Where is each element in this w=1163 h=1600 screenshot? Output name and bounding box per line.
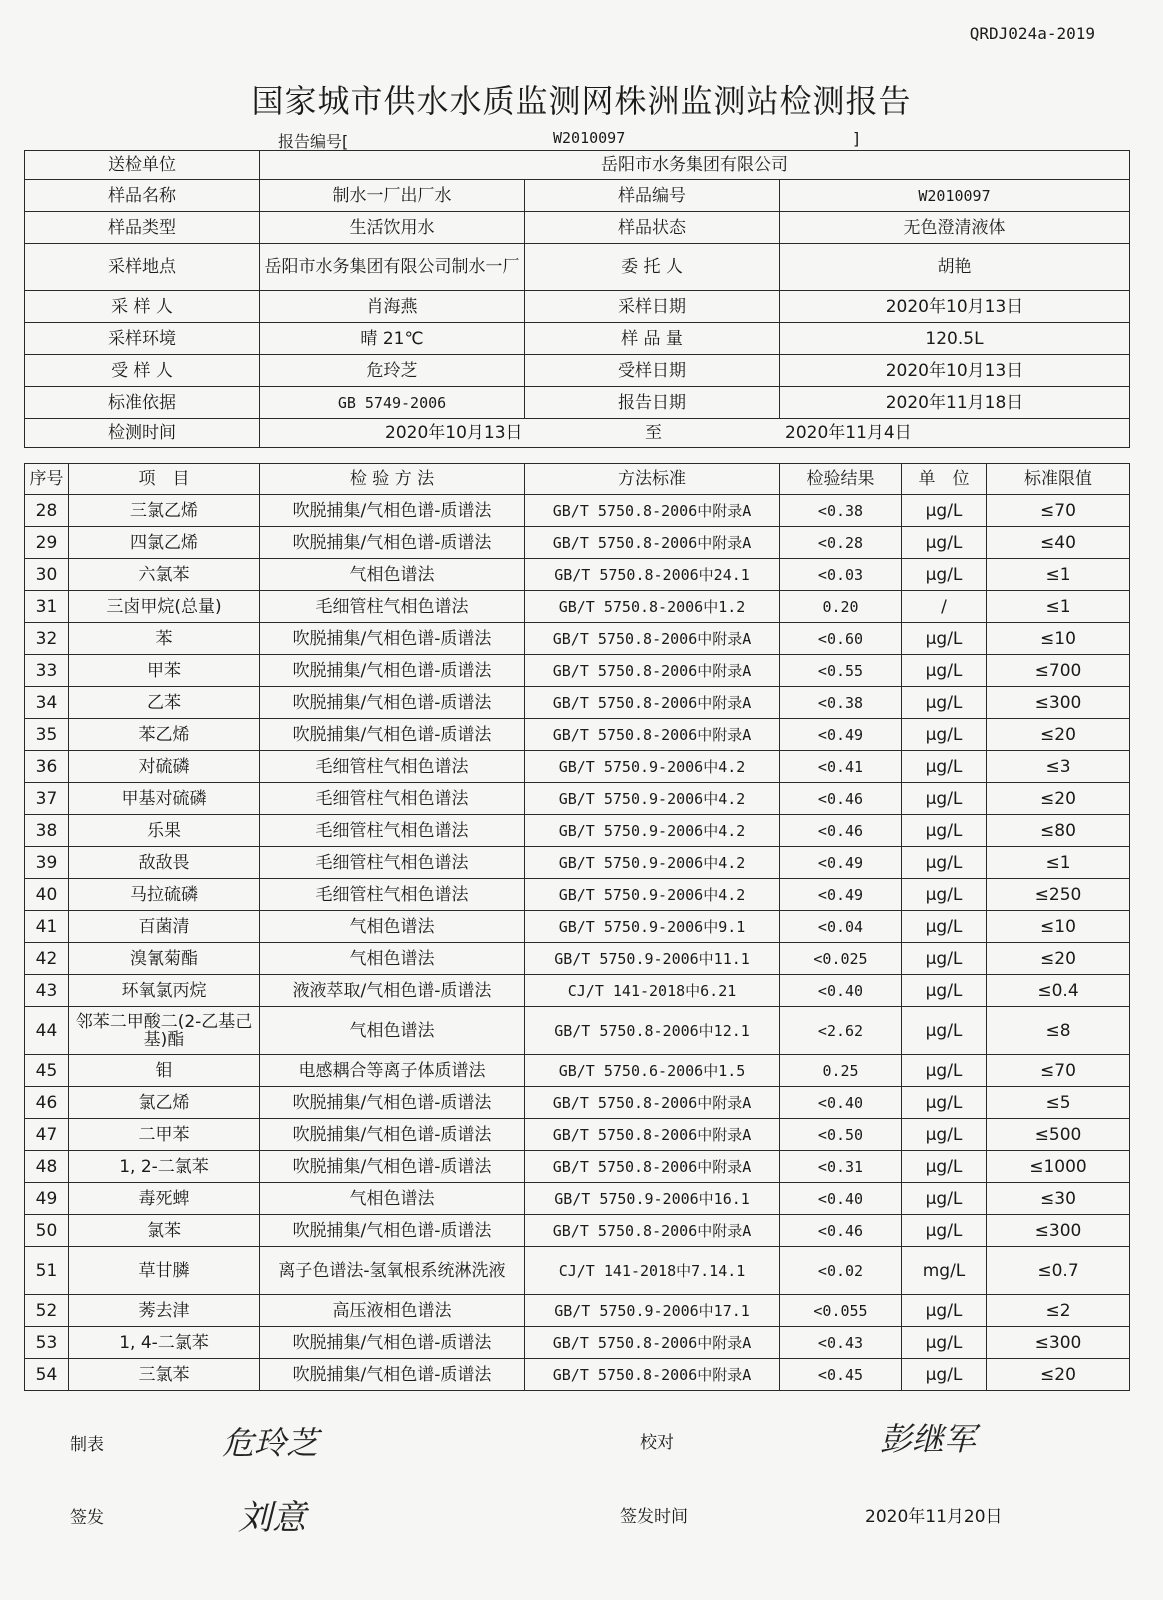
table-row: [25, 495, 1130, 527]
cell-unit: μg/L: [902, 1183, 987, 1215]
cell-item: 苯: [69, 623, 260, 655]
cell-unit: μg/L: [902, 559, 987, 591]
cell-limit: ≤1: [987, 591, 1130, 623]
cell-standard: GB/T 5750.8-2006中附录A: [525, 1087, 780, 1119]
table-row: [25, 1055, 1130, 1087]
cell-result: <0.055: [780, 1295, 902, 1327]
prepared-signature: 危玲芝: [222, 1424, 319, 1462]
cell-result: <0.46: [780, 815, 902, 847]
cell-limit: ≤1000: [987, 1151, 1130, 1183]
cell-unit: μg/L: [902, 623, 987, 655]
cell-unit: μg/L: [902, 1295, 987, 1327]
cell-no: 38: [25, 815, 69, 847]
cell-method: 毛细管柱气相色谱法: [260, 815, 525, 847]
issue-time-label: 签发时间: [620, 1507, 688, 1527]
cell-limit: ≤80: [987, 815, 1130, 847]
cell-limit: ≤5: [987, 1087, 1130, 1119]
cell-method: 吹脱捕集/气相色谱-质谱法: [260, 1119, 525, 1151]
info-row: [25, 151, 1130, 180]
sampler-value: 肖海燕: [260, 291, 525, 323]
table-row: [25, 719, 1130, 751]
table-row: [25, 815, 1130, 847]
sample-type-value: 生活饮用水: [260, 212, 525, 244]
cell-no: 50: [25, 1215, 69, 1247]
cell-unit: μg/L: [902, 815, 987, 847]
cell-result: <0.03: [780, 559, 902, 591]
report-title: 国家城市供水水质监测网株洲监测站检测报告: [251, 82, 912, 120]
cell-result: <0.60: [780, 623, 902, 655]
table-row: [25, 1007, 1130, 1055]
cell-method: 离子色谱法-氢氧根系统淋洗液: [260, 1247, 525, 1295]
cell-item: 溴氰菊酯: [69, 943, 260, 975]
cell-method: 吹脱捕集/气相色谱-质谱法: [260, 1151, 525, 1183]
cell-no: 44: [25, 1007, 69, 1055]
issued-label: 签发: [70, 1508, 104, 1528]
cell-item: 1, 4-二氯苯: [69, 1327, 260, 1359]
cell-standard: GB/T 5750.8-2006中24.1: [525, 559, 780, 591]
cell-standard: GB/T 5750.8-2006中附录A: [525, 687, 780, 719]
cell-item: 钼: [69, 1055, 260, 1087]
cell-limit: ≤250: [987, 879, 1130, 911]
cell-standard: CJ/T 141-2018中7.14.1: [525, 1247, 780, 1295]
cell-method: 吹脱捕集/气相色谱-质谱法: [260, 1215, 525, 1247]
cell-item: 三卤甲烷(总量): [69, 591, 260, 623]
cell-method: 吹脱捕集/气相色谱-质谱法: [260, 655, 525, 687]
report-number-bracket: ]: [853, 129, 860, 148]
cell-method: 吹脱捕集/气相色谱-质谱法: [260, 623, 525, 655]
cell-item: 百菌清: [69, 911, 260, 943]
principal-value: 胡艳: [780, 244, 1130, 291]
cell-no: 36: [25, 751, 69, 783]
cell-standard: GB/T 5750.9-2006中4.2: [525, 815, 780, 847]
cell-standard: GB/T 5750.9-2006中4.2: [525, 847, 780, 879]
cell-method: 吹脱捕集/气相色谱-质谱法: [260, 1359, 525, 1391]
table-row: [25, 751, 1130, 783]
cell-standard: GB/T 5750.9-2006中4.2: [525, 751, 780, 783]
cell-unit: μg/L: [902, 975, 987, 1007]
cell-no: 41: [25, 911, 69, 943]
cell-result: <0.49: [780, 719, 902, 751]
cell-no: 40: [25, 879, 69, 911]
info-row: [25, 180, 1130, 212]
cell-unit: μg/L: [902, 655, 987, 687]
info-row: [25, 355, 1130, 387]
cell-standard: GB/T 5750.8-2006中12.1: [525, 1007, 780, 1055]
table-row: [25, 943, 1130, 975]
info-row: [25, 244, 1130, 291]
cell-unit: μg/L: [902, 751, 987, 783]
table-row: [25, 687, 1130, 719]
cell-method: 毛细管柱气相色谱法: [260, 783, 525, 815]
sampler-label: 采 样 人: [25, 291, 260, 323]
cell-unit: μg/L: [902, 687, 987, 719]
cell-standard: GB/T 5750.8-2006中附录A: [525, 719, 780, 751]
cell-result: <2.62: [780, 1007, 902, 1055]
receiver-label: 受 样 人: [25, 355, 260, 387]
table-row: [25, 1359, 1130, 1391]
receive-date-label: 受样日期: [525, 355, 780, 387]
cell-no: 45: [25, 1055, 69, 1087]
cell-result: <0.46: [780, 783, 902, 815]
cell-item: 邻苯二甲酸二(2-乙基己基)酯: [69, 1007, 260, 1055]
test-time-range: [260, 419, 1130, 448]
cell-item: 氯苯: [69, 1215, 260, 1247]
cell-limit: ≤40: [987, 527, 1130, 559]
cell-no: 39: [25, 847, 69, 879]
sample-date-label: 采样日期: [525, 291, 780, 323]
table-row: [25, 559, 1130, 591]
cell-result: <0.43: [780, 1327, 902, 1359]
cell-standard: GB/T 5750.8-2006中附录A: [525, 495, 780, 527]
table-row: [25, 911, 1130, 943]
cell-method: 毛细管柱气相色谱法: [260, 847, 525, 879]
cell-result: <0.41: [780, 751, 902, 783]
cell-unit: μg/L: [902, 495, 987, 527]
col-header-unit: 单 位: [902, 464, 987, 495]
cell-limit: ≤70: [987, 1055, 1130, 1087]
quantity-value: 120.5L: [780, 323, 1130, 355]
test-from: 2020年10月13日: [385, 423, 523, 443]
client-value: 岳阳市水务集团有限公司: [260, 151, 1130, 180]
cell-unit: /: [902, 591, 987, 623]
cell-result: <0.40: [780, 1183, 902, 1215]
cell-result: <0.38: [780, 687, 902, 719]
cell-standard: GB/T 5750.8-2006中附录A: [525, 1359, 780, 1391]
cell-unit: μg/L: [902, 943, 987, 975]
sample-info-table: [24, 150, 1130, 448]
issue-time-value: 2020年11月20日: [865, 1507, 1003, 1527]
cell-no: 51: [25, 1247, 69, 1295]
cell-method: 吹脱捕集/气相色谱-质谱法: [260, 527, 525, 559]
cell-standard: GB/T 5750.9-2006中11.1: [525, 943, 780, 975]
table-row: [25, 527, 1130, 559]
cell-item: 甲基对硫磷: [69, 783, 260, 815]
cell-result: <0.38: [780, 495, 902, 527]
table-row: [25, 1247, 1130, 1295]
cell-no: 48: [25, 1151, 69, 1183]
cell-limit: ≤2: [987, 1295, 1130, 1327]
standard-label: 标准依据: [25, 387, 260, 419]
cell-limit: ≤1: [987, 847, 1130, 879]
cell-standard: GB/T 5750.9-2006中4.2: [525, 783, 780, 815]
cell-item: 马拉硫磷: [69, 879, 260, 911]
cell-method: 吹脱捕集/气相色谱-质谱法: [260, 719, 525, 751]
cell-item: 草甘膦: [69, 1247, 260, 1295]
cell-limit: ≤20: [987, 719, 1130, 751]
issued-signature: 刘意: [238, 1498, 306, 1538]
cell-method: 毛细管柱气相色谱法: [260, 879, 525, 911]
document-code: QRDJ024a-2019: [969, 24, 1095, 43]
cell-result: <0.025: [780, 943, 902, 975]
cell-limit: ≤10: [987, 911, 1130, 943]
table-row: [25, 783, 1130, 815]
principal-label: 委 托 人: [525, 244, 780, 291]
results-table: [24, 463, 1130, 1391]
cell-unit: μg/L: [902, 1119, 987, 1151]
cell-method: 气相色谱法: [260, 1007, 525, 1055]
cell-result: <0.04: [780, 911, 902, 943]
cell-limit: ≤20: [987, 1359, 1130, 1391]
cell-no: 35: [25, 719, 69, 751]
cell-result: <0.50: [780, 1119, 902, 1151]
cell-standard: GB/T 5750.8-2006中附录A: [525, 1215, 780, 1247]
cell-method: 吹脱捕集/气相色谱-质谱法: [260, 687, 525, 719]
cell-result: <0.02: [780, 1247, 902, 1295]
sample-no-label: 样品编号: [525, 180, 780, 212]
cell-limit: ≤3: [987, 751, 1130, 783]
cell-item: 敌敌畏: [69, 847, 260, 879]
cell-standard: GB/T 5750.8-2006中附录A: [525, 655, 780, 687]
sample-date-value: 2020年10月13日: [780, 291, 1130, 323]
cell-item: 三氯苯: [69, 1359, 260, 1391]
cell-method: 吹脱捕集/气相色谱-质谱法: [260, 1327, 525, 1359]
cell-method: 毛细管柱气相色谱法: [260, 751, 525, 783]
info-row: [25, 323, 1130, 355]
table-row: [25, 879, 1130, 911]
cell-item: 1, 2-二氯苯: [69, 1151, 260, 1183]
cell-result: <0.28: [780, 527, 902, 559]
cell-limit: ≤300: [987, 687, 1130, 719]
cell-unit: μg/L: [902, 719, 987, 751]
cell-limit: ≤1: [987, 559, 1130, 591]
cell-item: 乐果: [69, 815, 260, 847]
sample-type-label: 样品类型: [25, 212, 260, 244]
cell-unit: μg/L: [902, 1215, 987, 1247]
cell-limit: ≤700: [987, 655, 1130, 687]
table-row: [25, 1087, 1130, 1119]
env-value: 晴 21℃: [260, 323, 525, 355]
cell-no: 52: [25, 1295, 69, 1327]
cell-standard: GB/T 5750.8-2006中1.2: [525, 591, 780, 623]
cell-no: 31: [25, 591, 69, 623]
cell-limit: ≤500: [987, 1119, 1130, 1151]
cell-unit: μg/L: [902, 911, 987, 943]
quantity-label: 样 品 量: [525, 323, 780, 355]
cell-unit: μg/L: [902, 1327, 987, 1359]
col-header-standard: 方法标准: [525, 464, 780, 495]
table-row: [25, 591, 1130, 623]
cell-limit: ≤8: [987, 1007, 1130, 1055]
col-header-method: 检 验 方 法: [260, 464, 525, 495]
cell-no: 47: [25, 1119, 69, 1151]
report-number-value: W2010097: [553, 129, 626, 147]
col-header-no: 序号: [25, 464, 69, 495]
cell-unit: μg/L: [902, 527, 987, 559]
test-to: 2020年11月4日: [785, 423, 912, 443]
cell-standard: GB/T 5750.8-2006中附录A: [525, 1327, 780, 1359]
cell-standard: GB/T 5750.9-2006中16.1: [525, 1183, 780, 1215]
table-row: [25, 1327, 1130, 1359]
cell-unit: mg/L: [902, 1247, 987, 1295]
cell-no: 46: [25, 1087, 69, 1119]
cell-standard: GB/T 5750.9-2006中9.1: [525, 911, 780, 943]
sample-state-label: 样品状态: [525, 212, 780, 244]
cell-unit: μg/L: [902, 879, 987, 911]
table-header-row: [25, 464, 1130, 495]
cell-item: 二甲苯: [69, 1119, 260, 1151]
cell-no: 53: [25, 1327, 69, 1359]
receiver-value: 危玲芝: [260, 355, 525, 387]
cell-result: <0.49: [780, 879, 902, 911]
cell-limit: ≤20: [987, 943, 1130, 975]
cell-item: 苯乙烯: [69, 719, 260, 751]
report-date-label: 报告日期: [525, 387, 780, 419]
cell-no: 33: [25, 655, 69, 687]
cell-item: 氯乙烯: [69, 1087, 260, 1119]
cell-standard: GB/T 5750.8-2006中附录A: [525, 623, 780, 655]
checked-signature: 彭继军: [880, 1420, 977, 1458]
cell-limit: ≤20: [987, 783, 1130, 815]
cell-result: 0.25: [780, 1055, 902, 1087]
cell-unit: μg/L: [902, 1007, 987, 1055]
cell-limit: ≤300: [987, 1327, 1130, 1359]
location-label: 采样地点: [25, 244, 260, 291]
cell-method: 毛细管柱气相色谱法: [260, 591, 525, 623]
cell-method: 液液萃取/气相色谱-质谱法: [260, 975, 525, 1007]
cell-standard: GB/T 5750.9-2006中4.2: [525, 879, 780, 911]
table-row: [25, 623, 1130, 655]
cell-result: <0.45: [780, 1359, 902, 1391]
cell-item: 毒死蜱: [69, 1183, 260, 1215]
cell-no: 37: [25, 783, 69, 815]
cell-no: 42: [25, 943, 69, 975]
col-header-item: 项 目: [69, 464, 260, 495]
cell-item: 环氧氯丙烷: [69, 975, 260, 1007]
col-header-result: 检验结果: [780, 464, 902, 495]
standard-value: GB 5749-2006: [260, 387, 525, 419]
receive-date-value: 2020年10月13日: [780, 355, 1130, 387]
sample-name-label: 样品名称: [25, 180, 260, 212]
cell-limit: ≤70: [987, 495, 1130, 527]
test-to-label: 至: [645, 423, 662, 443]
cell-method: 气相色谱法: [260, 911, 525, 943]
report-number-label: 报告编号[: [278, 132, 349, 151]
cell-result: <0.31: [780, 1151, 902, 1183]
cell-method: 吹脱捕集/气相色谱-质谱法: [260, 495, 525, 527]
cell-standard: GB/T 5750.9-2006中17.1: [525, 1295, 780, 1327]
cell-standard: GB/T 5750.6-2006中1.5: [525, 1055, 780, 1087]
cell-item: 对硫磷: [69, 751, 260, 783]
env-label: 采样环境: [25, 323, 260, 355]
cell-method: 吹脱捕集/气相色谱-质谱法: [260, 1087, 525, 1119]
cell-item: 六氯苯: [69, 559, 260, 591]
table-row: [25, 1183, 1130, 1215]
cell-method: 气相色谱法: [260, 943, 525, 975]
sample-state-value: 无色澄清液体: [780, 212, 1130, 244]
cell-no: 54: [25, 1359, 69, 1391]
checked-label: 校对: [640, 1433, 674, 1453]
cell-item: 乙苯: [69, 687, 260, 719]
test-time-label: 检测时间: [25, 419, 260, 448]
col-header-limit: 标准限值: [987, 464, 1130, 495]
cell-unit: μg/L: [902, 847, 987, 879]
table-row: [25, 1119, 1130, 1151]
cell-unit: μg/L: [902, 1359, 987, 1391]
cell-limit: ≤30: [987, 1183, 1130, 1215]
cell-result: <0.40: [780, 1087, 902, 1119]
cell-no: 34: [25, 687, 69, 719]
cell-unit: μg/L: [902, 1151, 987, 1183]
cell-no: 49: [25, 1183, 69, 1215]
cell-item: 甲苯: [69, 655, 260, 687]
table-row: [25, 655, 1130, 687]
cell-result: <0.55: [780, 655, 902, 687]
report-date-value: 2020年11月18日: [780, 387, 1130, 419]
cell-limit: ≤0.4: [987, 975, 1130, 1007]
cell-no: 28: [25, 495, 69, 527]
cell-result: <0.46: [780, 1215, 902, 1247]
cell-no: 32: [25, 623, 69, 655]
cell-limit: ≤0.7: [987, 1247, 1130, 1295]
cell-unit: μg/L: [902, 783, 987, 815]
cell-no: 29: [25, 527, 69, 559]
cell-item: 三氯乙烯: [69, 495, 260, 527]
info-row: [25, 212, 1130, 244]
cell-standard: GB/T 5750.8-2006中附录A: [525, 1151, 780, 1183]
cell-unit: μg/L: [902, 1055, 987, 1087]
cell-standard: GB/T 5750.8-2006中附录A: [525, 527, 780, 559]
cell-method: 气相色谱法: [260, 559, 525, 591]
cell-method: 高压液相色谱法: [260, 1295, 525, 1327]
table-row: [25, 1295, 1130, 1327]
info-row: [25, 419, 1130, 448]
info-row: [25, 291, 1130, 323]
cell-standard: CJ/T 141-2018中6.21: [525, 975, 780, 1007]
cell-result: <0.40: [780, 975, 902, 1007]
table-row: [25, 1215, 1130, 1247]
cell-method: 气相色谱法: [260, 1183, 525, 1215]
cell-no: 30: [25, 559, 69, 591]
table-row: [25, 975, 1130, 1007]
table-row: [25, 1151, 1130, 1183]
info-row: [25, 387, 1130, 419]
cell-item: 莠去津: [69, 1295, 260, 1327]
cell-no: 43: [25, 975, 69, 1007]
cell-limit: ≤10: [987, 623, 1130, 655]
table-row: [25, 847, 1130, 879]
cell-result: <0.49: [780, 847, 902, 879]
prepared-label: 制表: [70, 1435, 104, 1455]
sample-name-value: 制水一厂出厂水: [260, 180, 525, 212]
cell-item: 四氯乙烯: [69, 527, 260, 559]
cell-unit: μg/L: [902, 1087, 987, 1119]
cell-result: 0.20: [780, 591, 902, 623]
client-label: 送检单位: [25, 151, 260, 180]
cell-standard: GB/T 5750.8-2006中附录A: [525, 1119, 780, 1151]
location-value: 岳阳市水务集团有限公司制水一厂: [260, 244, 525, 291]
cell-limit: ≤300: [987, 1215, 1130, 1247]
sample-no-value: W2010097: [780, 180, 1130, 212]
cell-method: 电感耦合等离子体质谱法: [260, 1055, 525, 1087]
